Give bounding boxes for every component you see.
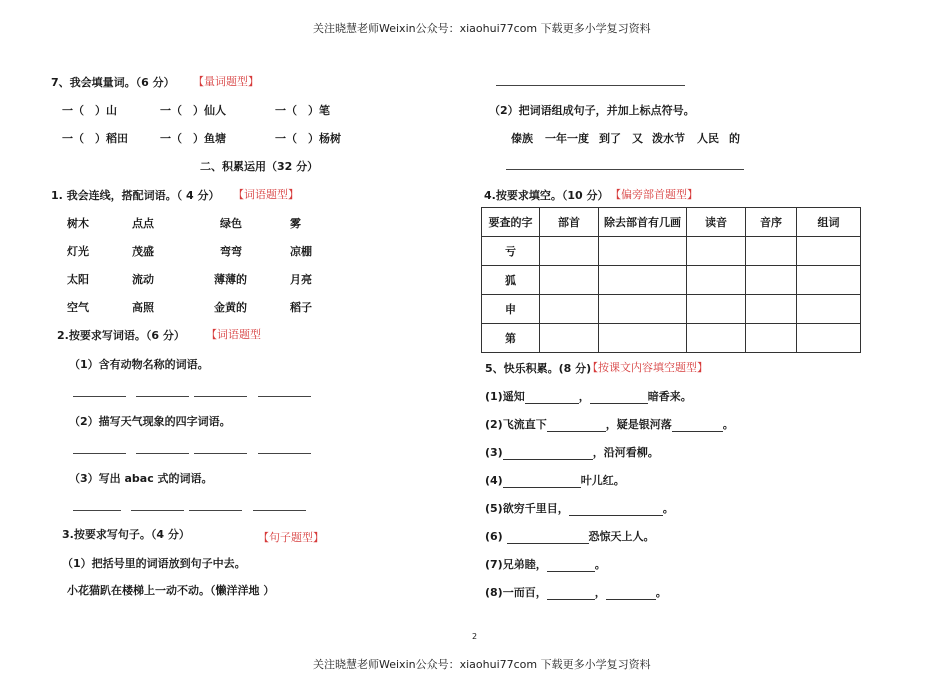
word-chip: 又	[632, 132, 643, 145]
page-number: 2	[472, 632, 478, 641]
s3-item: （2）把词语组成句子，并加上标点符号。	[489, 104, 695, 117]
line-text: 。	[655, 586, 667, 599]
line-text: (6)	[485, 530, 507, 543]
fill-blank[interactable]	[672, 419, 723, 432]
line-text: ，沿河看柳。	[592, 446, 659, 459]
fill-blank[interactable]	[590, 391, 648, 404]
answer-line[interactable]	[258, 453, 311, 454]
match-word: 凉棚	[290, 245, 312, 258]
answer-cell[interactable]	[746, 266, 797, 295]
match-word: 稻子	[290, 301, 312, 314]
line-text: 暗香来。	[647, 390, 692, 403]
answer-cell[interactable]	[746, 295, 797, 324]
table-row	[482, 237, 861, 266]
fill-table	[481, 207, 861, 353]
char-cell: 第	[482, 324, 540, 353]
s2-title: 2.按要求写词语。（6 分）	[57, 329, 185, 342]
line-text: (3)	[485, 446, 503, 459]
line-text: ，	[594, 586, 606, 599]
s5-line	[485, 500, 674, 516]
answer-cell[interactable]	[687, 266, 746, 295]
char-cell: 亏	[482, 237, 540, 266]
column-header: 组词	[797, 208, 861, 237]
match-word: 金黄的	[214, 301, 247, 314]
answer-line[interactable]	[136, 396, 189, 397]
line-text: (5)欲穷千里目，	[485, 502, 569, 515]
q7-item: 一（ ）稻田	[62, 132, 128, 145]
s2-item: （1）含有动物名称的词语。	[69, 358, 209, 371]
word-chip: 的	[729, 132, 740, 145]
s2-tag: 【词语题型	[206, 328, 261, 341]
line-text: ，	[578, 390, 590, 403]
match-word: 流动	[132, 273, 154, 286]
column-header: 除去部首有几画	[599, 208, 687, 237]
fill-blank[interactable]	[507, 531, 589, 544]
word-chip: 傣族	[511, 132, 533, 145]
s5-line	[485, 388, 692, 404]
match-word: 太阳	[67, 273, 89, 286]
answer-line[interactable]	[258, 396, 311, 397]
fill-blank[interactable]	[547, 419, 606, 432]
answer-line[interactable]	[73, 396, 126, 397]
match-word: 空气	[67, 301, 89, 314]
q7-item: 一（ ）杨树	[275, 132, 341, 145]
answer-cell[interactable]	[746, 237, 797, 266]
match-word: 灯光	[67, 245, 89, 258]
page-header: 关注晓慧老师Weixin公众号：xiaohui77com 下载更多小学复习资料	[313, 22, 651, 35]
answer-line[interactable]	[253, 510, 306, 511]
answer-line[interactable]	[73, 510, 121, 511]
answer-line[interactable]	[194, 453, 247, 454]
column-header: 要查的字	[482, 208, 540, 237]
word-chip: 人民	[697, 132, 719, 145]
line-text: 。	[722, 418, 734, 431]
q7-tag: 【量词题型】	[193, 75, 259, 88]
answer-cell[interactable]	[687, 324, 746, 353]
line-text: 。	[594, 558, 606, 571]
fill-blank[interactable]	[525, 391, 579, 404]
column-header: 音序	[746, 208, 797, 237]
char-cell: 狐	[482, 266, 540, 295]
answer-line[interactable]	[136, 453, 189, 454]
answer-cell[interactable]	[687, 237, 746, 266]
line-text: (1)遥知	[485, 390, 525, 403]
answer-line[interactable]	[506, 169, 744, 170]
answer-line[interactable]	[131, 510, 184, 511]
s3-sentence: 小花猫趴在楼梯上一动不动。（懒洋洋地 ）	[67, 584, 275, 597]
answer-cell[interactable]	[687, 295, 746, 324]
table-row	[482, 324, 861, 353]
answer-cell[interactable]	[746, 324, 797, 353]
answer-cell[interactable]	[599, 237, 687, 266]
table-row	[482, 295, 861, 324]
s5-line	[485, 472, 625, 488]
answer-cell[interactable]	[797, 324, 861, 353]
answer-line[interactable]	[194, 396, 247, 397]
word-chip: 泼水节	[652, 132, 685, 145]
line-text: ，疑是银河落	[605, 418, 672, 431]
fill-blank[interactable]	[503, 447, 593, 460]
s3-title: 3.按要求写句子。（4 分）	[62, 528, 190, 541]
answer-line[interactable]	[73, 453, 126, 454]
s3-tag: 【句子题型】	[258, 531, 324, 544]
page-footer: 关注晓慧老师Weixin公众号：xiaohui77com 下载更多小学复习资料	[313, 658, 651, 671]
s4-tag: 【偏旁部首题型】	[610, 188, 698, 201]
line-text: (4)	[485, 474, 503, 487]
s3-item: （1）把括号里的词语放到句子中去。	[62, 557, 246, 570]
fill-blank[interactable]	[606, 587, 656, 600]
fill-blank[interactable]	[547, 587, 595, 600]
match-word: 弯弯	[220, 245, 242, 258]
s5-tag: 【按课文内容填空题型】	[587, 361, 708, 374]
line-text: 叶儿红。	[580, 474, 625, 487]
s5-line	[485, 556, 606, 572]
s2-item: （3）写出 abac 式的词语。	[69, 472, 213, 485]
q7-item: 一（ ）仙人	[160, 104, 226, 117]
line-text: (2)飞流直下	[485, 418, 547, 431]
s5-line	[485, 416, 734, 432]
s5-line	[485, 584, 667, 600]
s4-title: 4.按要求填空。（10 分）	[484, 189, 609, 202]
match-word: 茂盛	[132, 245, 154, 258]
match-word: 点点	[132, 217, 154, 230]
s5-title: 5、快乐积累。(8 分)	[485, 362, 592, 375]
q7-item: 一（ ）鱼塘	[160, 132, 226, 145]
s1-tag: 【词语题型】	[233, 188, 299, 201]
fill-blank[interactable]	[569, 503, 663, 516]
answer-cell[interactable]	[797, 237, 861, 266]
table-header-row	[482, 208, 861, 237]
match-word: 雾	[290, 217, 301, 230]
char-cell: 申	[482, 295, 540, 324]
answer-cell[interactable]	[540, 324, 599, 353]
fill-blank[interactable]	[503, 475, 581, 488]
line-text: (7)兄弟睦，	[485, 558, 547, 571]
word-chip: 到了	[599, 132, 621, 145]
q7-item: 一（ ）笔	[275, 104, 330, 117]
match-word: 薄薄的	[214, 273, 247, 286]
answer-line[interactable]	[496, 85, 685, 86]
s5-line	[485, 444, 659, 460]
match-word: 绿色	[220, 217, 242, 230]
table-row	[482, 266, 861, 295]
q7-title: 7、我会填量词。（6 分）	[51, 76, 175, 89]
answer-cell[interactable]	[797, 295, 861, 324]
fill-blank[interactable]	[547, 559, 595, 572]
answer-cell[interactable]	[540, 295, 599, 324]
column-header: 读音	[687, 208, 746, 237]
column-header: 部首	[540, 208, 599, 237]
answer-cell[interactable]	[599, 266, 687, 295]
s5-line	[485, 528, 655, 544]
s2-item: （2）描写天气现象的四字词语。	[69, 415, 231, 428]
answer-cell[interactable]	[599, 324, 687, 353]
match-word: 高照	[132, 301, 154, 314]
line-text: (8)一而百，	[485, 586, 547, 599]
answer-cell[interactable]	[540, 237, 599, 266]
line-text: 恐惊天上人。	[588, 530, 655, 543]
s1-title: 1. 我会连线，搭配词语。（ 4 分）	[51, 189, 220, 202]
word-chip: 一年一度	[545, 132, 589, 145]
q7-item: 一（ ）山	[62, 104, 117, 117]
answer-cell[interactable]	[540, 266, 599, 295]
answer-cell[interactable]	[599, 295, 687, 324]
line-text: 。	[662, 502, 674, 515]
answer-line[interactable]	[189, 510, 242, 511]
match-word: 月亮	[290, 273, 312, 286]
section-title: 二、积累运用（32 分）	[200, 160, 319, 173]
answer-cell[interactable]	[797, 266, 861, 295]
match-word: 树木	[67, 217, 89, 230]
